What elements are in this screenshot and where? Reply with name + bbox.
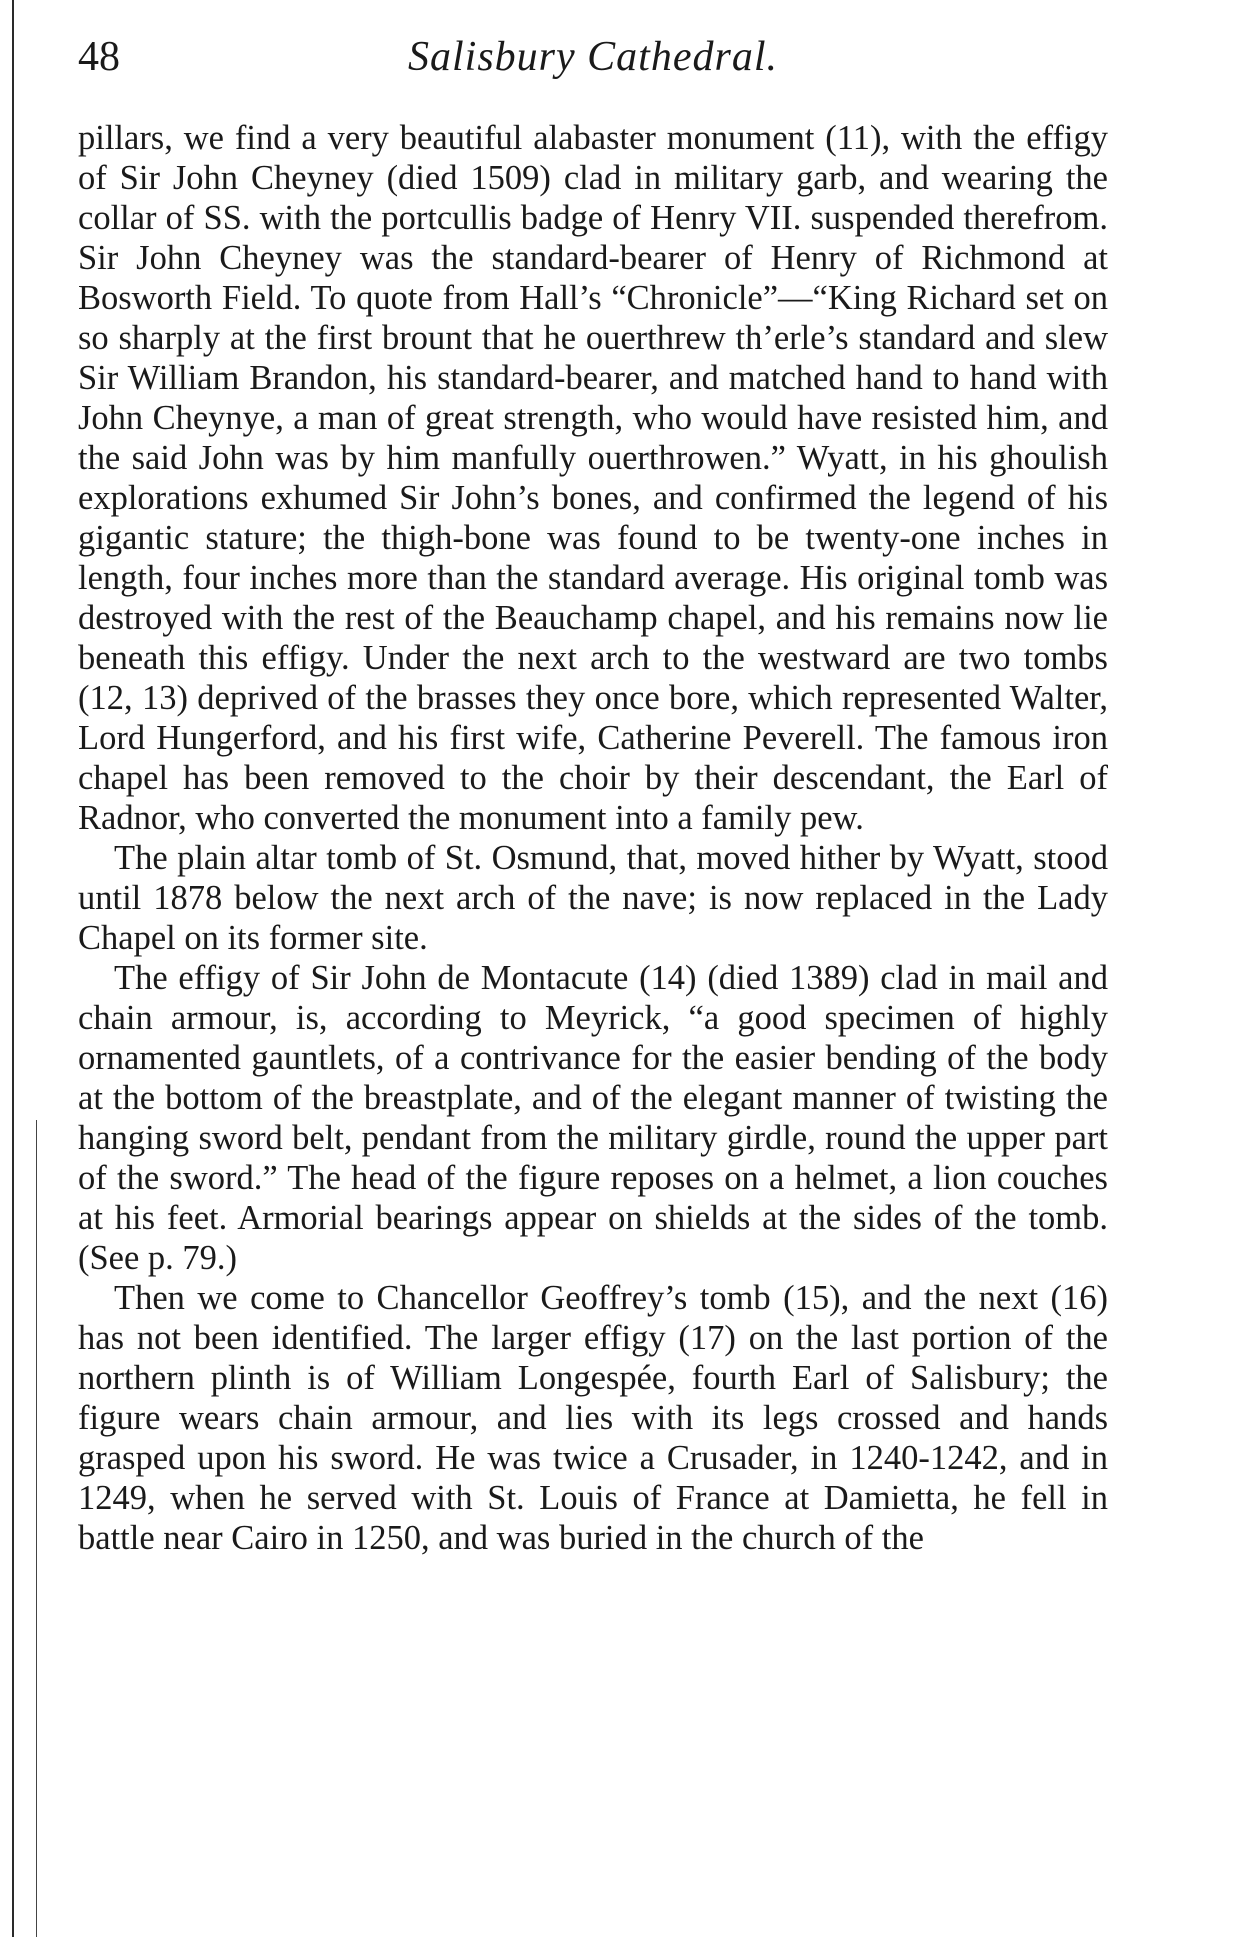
page-binding-edge: [12, 0, 14, 1937]
page-number: 48: [78, 34, 120, 80]
running-head: [78, 22, 1108, 92]
running-title: Salisbury Cathedral.: [407, 34, 778, 80]
page-binding-edge-inner: [36, 1120, 37, 1937]
paragraph-st-osmund: The plain altar tomb of St. Osmund, that, moved hither by Wyatt, stood until 1878 below the next arch of the nave; is now replaced in the Lady Chapel on its former site.: [78, 839, 1108, 957]
body-text: [78, 118, 1108, 1558]
book-page: [78, 22, 1108, 1558]
paragraph-montacute: The effigy of Sir John de Montacute (14) (died 1389) clad in mail and chain armour, is, according to Meyrick, “a good specimen of highly ornamented gauntlets, of a contrivance for the easier bending of the body at the bottom of the breastplate, and of the elegant manner of twisting the hanging sword belt, pendant from the military girdle, round the upper part of the sword.” The head of the figure reposes on a helmet, a lion couches at his feet. Armorial bearings appear on shields at the sides of the tomb. (See p. 79.): [78, 959, 1108, 1277]
paragraph-continued: pillars, we find a very beautiful alabaster monument (11), with the effigy of Sir John Cheyney (died 1509) clad in military garb, and wearing the collar of SS. with the portcullis badge of Henry VII. suspended therefrom. Sir John Cheyney was the standard-bearer of Henry of Richmond at Bosworth Field. To quote from Hall’s “Chronicle”—“King Richard set on so sharply at the first brount that he ouerthrew th’erle’s standard and slew Sir William Brandon, his standard-bearer, and matched hand to hand with John Cheynye, a man of great strength, who would have resisted him, and the said John was by him manfully ouerthrowen.” Wyatt, in his ghoulish explorations exhumed Sir John’s bones, and confirmed the legend of his gigantic stature; the thigh-bone was found to be twenty-one inches in length, four inches more than the standard average. His original tomb was destroyed with the rest of the Beauchamp chapel, and his remains now lie beneath this effigy. Under the next arch to the westward are two tombs (12, 13) deprived of the brasses they once bore, which represented Walter, Lord Hungerford, and his first wife, Catherine Peverell. The famous iron chapel has been removed to the choir by their descendant, the Earl of Radnor, who converted the monument into a family pew.: [78, 119, 1108, 837]
paragraph-longespee: Then we come to Chancellor Geoffrey’s tomb (15), and the next (16) has not been identified. The larger effigy (17) on the last portion of the northern plinth is of William Longespée, fourth Earl of Salisbury; the figure wears chain armour, and lies with its legs crossed and hands grasped upon his sword. He was twice a Crusader, in 1240-1242, and in 1249, when he served with St. Louis of France at Damietta, he fell in battle near Cairo in 1250, and was buried in the church of the: [78, 1279, 1108, 1557]
